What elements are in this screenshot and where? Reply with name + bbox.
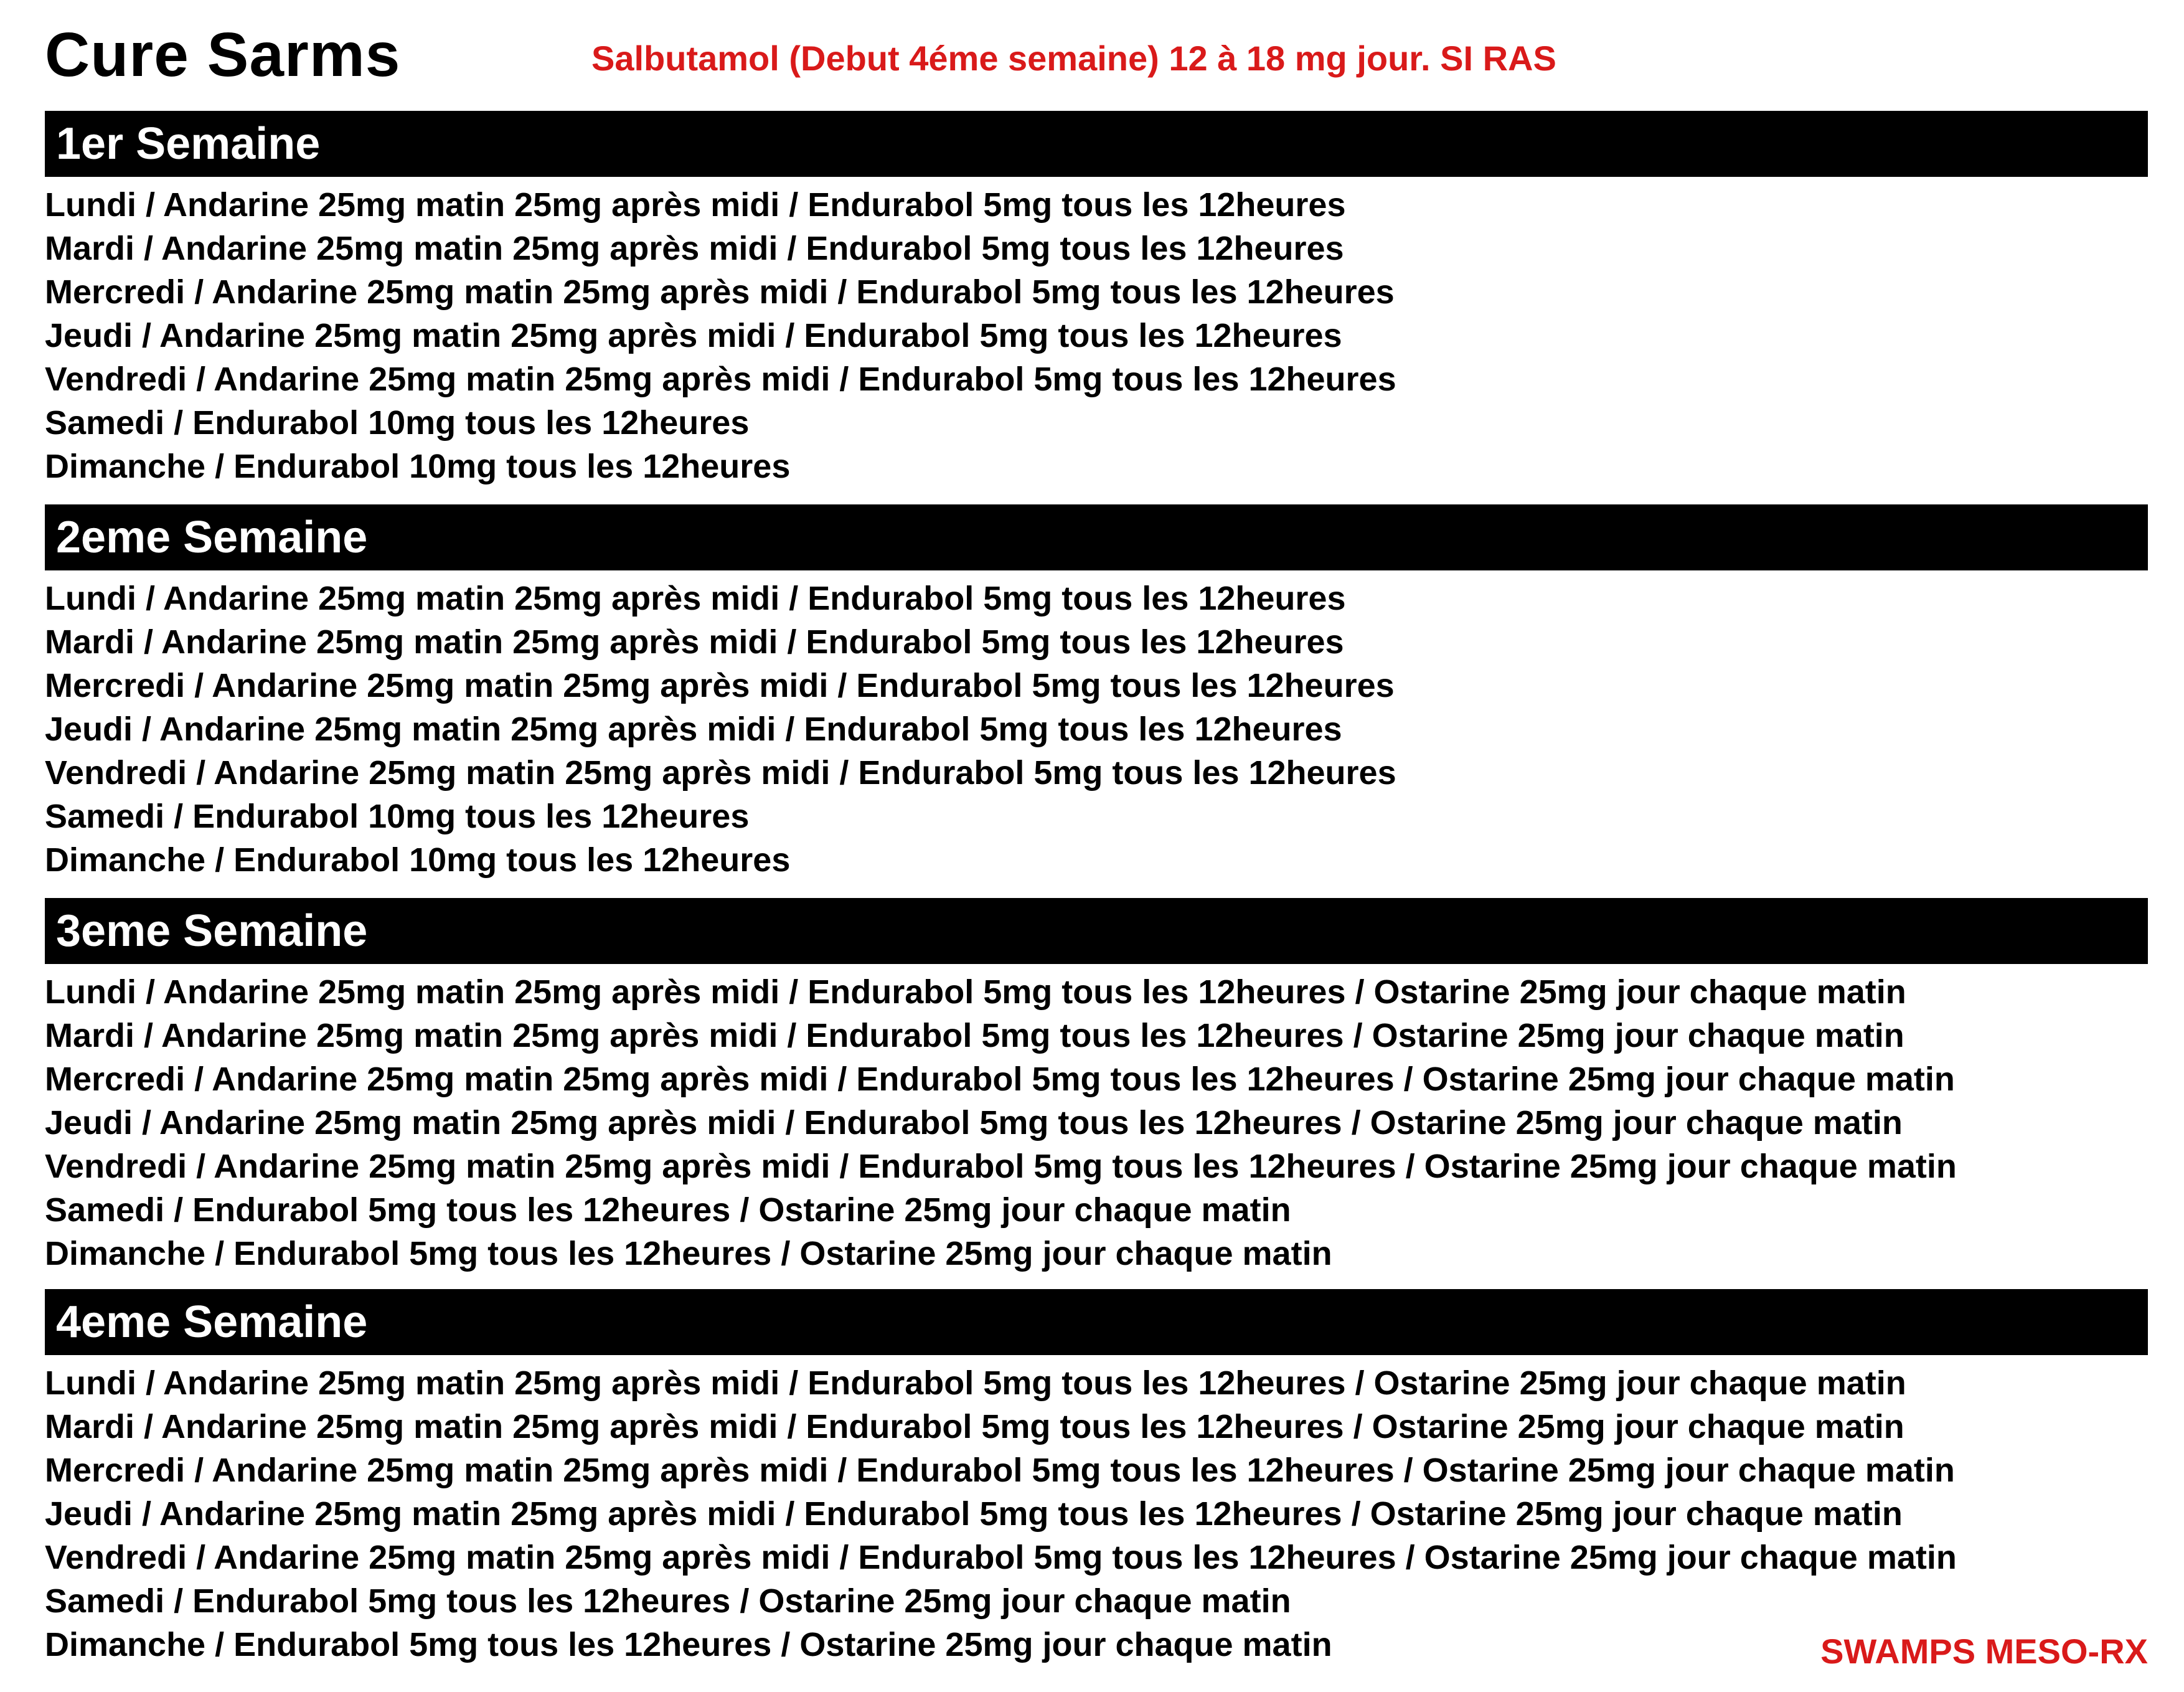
footer-credit: SWAMPS MESO-RX — [1820, 1632, 2148, 1671]
schedule-line: Vendredi / Andarine 25mg matin 25mg après midi / Endurabol 5mg tous les 12heures / Ostarine 25mg jour chaque matin — [45, 1148, 1957, 1185]
week-heading: 2eme Semaine — [45, 504, 2148, 570]
schedule-line: Jeudi / Andarine 25mg matin 25mg après midi / Endurabol 5mg tous les 12heures / Ostarine 25mg jour chaque matin — [45, 1104, 1903, 1141]
schedule-line: Mardi / Andarine 25mg matin 25mg après midi / Endurabol 5mg tous les 12heures — [45, 623, 1344, 661]
schedule-line: Samedi / Endurabol 5mg tous les 12heures / Ostarine 25mg jour chaque matin — [45, 1582, 1291, 1620]
week-schedule — [45, 570, 2148, 882]
schedule-line: Vendredi / Andarine 25mg matin 25mg après midi / Endurabol 5mg tous les 12heures — [45, 361, 1396, 398]
week-schedule — [45, 177, 2148, 488]
week-schedule — [45, 1355, 2148, 1666]
week-heading: 3eme Semaine — [45, 898, 2148, 964]
schedule-line: Vendredi / Andarine 25mg matin 25mg après midi / Endurabol 5mg tous les 12heures / Ostarine 25mg jour chaque matin — [45, 1539, 1957, 1576]
week-section-1 — [45, 111, 2148, 488]
schedule-line: Mercredi / Andarine 25mg matin 25mg après midi / Endurabol 5mg tous les 12heures / Ostarine 25mg jour chaque matin — [45, 1452, 1955, 1489]
schedule-line: Lundi / Andarine 25mg matin 25mg après midi / Endurabol 5mg tous les 12heures — [45, 580, 1346, 617]
week-schedule — [45, 964, 2148, 1275]
schedule-line: Samedi / Endurabol 10mg tous les 12heures — [45, 404, 750, 442]
schedule-line: Mardi / Andarine 25mg matin 25mg après midi / Endurabol 5mg tous les 12heures / Ostarine 25mg jour chaque matin — [45, 1408, 1904, 1445]
schedule-line: Vendredi / Andarine 25mg matin 25mg après midi / Endurabol 5mg tous les 12heures — [45, 754, 1396, 792]
schedule-line: Dimanche / Endurabol 10mg tous les 12heures — [45, 841, 791, 879]
salbutamol-note: Salbutamol (Debut 4éme semaine) 12 à 18 mg jour. SI RAS — [591, 39, 1556, 78]
schedule-line: Samedi / Endurabol 10mg tous les 12heures — [45, 798, 750, 835]
schedule-line: Mercredi / Andarine 25mg matin 25mg après midi / Endurabol 5mg tous les 12heures / Ostarine 25mg jour chaque matin — [45, 1061, 1955, 1098]
schedule-line: Dimanche / Endurabol 5mg tous les 12heures / Ostarine 25mg jour chaque matin — [45, 1235, 1332, 1272]
schedule-line: Lundi / Andarine 25mg matin 25mg après midi / Endurabol 5mg tous les 12heures — [45, 186, 1346, 224]
week-heading: 4eme Semaine — [45, 1289, 2148, 1355]
schedule-line: Dimanche / Endurabol 5mg tous les 12heures / Ostarine 25mg jour chaque matin — [45, 1626, 1332, 1663]
schedule-line: Jeudi / Andarine 25mg matin 25mg après midi / Endurabol 5mg tous les 12heures — [45, 317, 1342, 354]
schedule-line: Samedi / Endurabol 5mg tous les 12heures / Ostarine 25mg jour chaque matin — [45, 1191, 1291, 1229]
schedule-line: Mercredi / Andarine 25mg matin 25mg après midi / Endurabol 5mg tous les 12heures — [45, 667, 1395, 704]
schedule-line: Jeudi / Andarine 25mg matin 25mg après midi / Endurabol 5mg tous les 12heures / Ostarine 25mg jour chaque matin — [45, 1495, 1903, 1533]
schedule-line: Mercredi / Andarine 25mg matin 25mg après midi / Endurabol 5mg tous les 12heures — [45, 273, 1395, 311]
schedule-line: Mardi / Andarine 25mg matin 25mg après midi / Endurabol 5mg tous les 12heures — [45, 230, 1344, 267]
week-heading: 1er Semaine — [45, 111, 2148, 177]
schedule-line: Lundi / Andarine 25mg matin 25mg après midi / Endurabol 5mg tous les 12heures / Ostarine 25mg jour chaque matin — [45, 1364, 1906, 1402]
schedule-line: Jeudi / Andarine 25mg matin 25mg après midi / Endurabol 5mg tous les 12heures — [45, 711, 1342, 748]
week-section-2 — [45, 504, 2148, 882]
page-title: Cure Sarms — [45, 20, 401, 90]
schedule-line: Lundi / Andarine 25mg matin 25mg après midi / Endurabol 5mg tous les 12heures / Ostarine 25mg jour chaque matin — [45, 973, 1906, 1011]
schedule-line: Mardi / Andarine 25mg matin 25mg après midi / Endurabol 5mg tous les 12heures / Ostarine 25mg jour chaque matin — [45, 1017, 1904, 1054]
week-section-3 — [45, 898, 2148, 1275]
schedule-line: Dimanche / Endurabol 10mg tous les 12heures — [45, 448, 791, 485]
week-section-4 — [45, 1289, 2148, 1666]
